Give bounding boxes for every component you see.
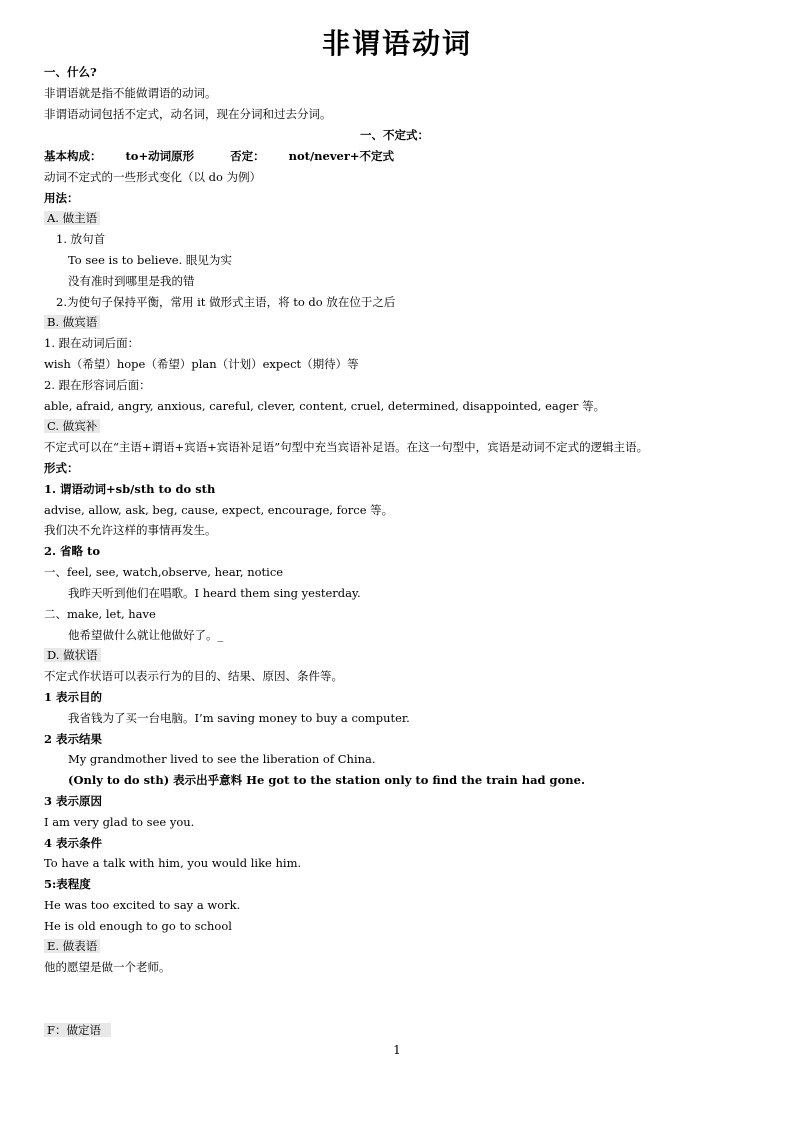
subsection-c-label: C. 做宾补 — [44, 419, 100, 433]
subsection-a-label: A. 做主语 — [44, 211, 100, 225]
example: My grandmother lived to see the liberation of China. — [68, 752, 376, 766]
example: To see is to believe. 眼见为实 — [68, 253, 232, 267]
example: 二、make, let, have — [44, 607, 156, 621]
section-heading-what: 一、什么? — [44, 65, 97, 79]
paragraph: 不定式作状语可以表示行为的目的、结果、原因、条件等。 — [44, 669, 343, 683]
example: wish（希望）hope（希望）plan（计划）expect（期待）等 — [44, 357, 359, 371]
section-heading-infinitive: 一、不定式： — [360, 128, 429, 142]
example: To have a talk with him, you would like him. — [44, 856, 302, 870]
example: 一、feel, see, watch,observe, hear, notice — [44, 565, 284, 579]
negation-value: not/never+不定式 — [288, 149, 395, 163]
list-item: 1. 放句首 — [56, 232, 106, 246]
subsection-f — [44, 1022, 111, 1038]
basic-form-label: 基本构成： — [44, 149, 102, 163]
basic-form-line — [44, 148, 394, 164]
basic-form-value: to+动词原形 — [125, 149, 195, 163]
example: 我们决不允许这样的事情再发生。 — [44, 523, 217, 537]
example: 他的愿望是做一个老师。 — [44, 960, 171, 974]
subsection-d-label: D. 做状语 — [44, 648, 101, 662]
subsection-b — [44, 314, 100, 330]
page-number: 1 — [393, 1043, 401, 1057]
negation-label: 否定： — [230, 149, 265, 163]
example: He is old enough to go to school — [44, 919, 232, 933]
paragraph: 不定式可以在“主语+谓语+宾语+宾语补足语”句型中充当宾语补足语。在这一句型中，宾语是动词不定式的逻辑主语。 — [44, 440, 649, 454]
example: able, afraid, angry, anxious, careful, clever, content, cruel, determined, disappointed, eager 等。 — [44, 399, 606, 413]
list-item: 2. 跟在形容词后面： — [44, 378, 151, 392]
list-item: 1. 跟在动词后面： — [44, 336, 140, 350]
example: 他希望做什么就让他做好了。_ — [68, 628, 224, 642]
example: (Only to do sth) 表示出乎意料 He got to the station only to find the train had gone. — [68, 773, 585, 787]
subsection-e — [44, 938, 100, 954]
subsection-e-label: E. 做表语 — [44, 939, 100, 953]
page-title: 非谓语动词 — [321, 27, 472, 60]
form-heading: 形式： — [44, 461, 79, 475]
paragraph: 非谓语就是指不能做谓语的动词。 — [44, 86, 217, 100]
example: 没有准时到哪里是我的错 — [68, 274, 195, 288]
usage-heading: 用法： — [44, 191, 79, 205]
subsection-c — [44, 418, 100, 434]
example: He was too excited to say a work. — [44, 898, 241, 912]
list-item: 2.为使句子保持平衡，常用 it 做形式主语，将 to do 放在位于之后 — [56, 295, 396, 309]
example: 我省钱为了买一台电脑。I’m saving money to buy a computer. — [68, 711, 410, 725]
example: advise, allow, ask, beg, cause, expect, encourage, force 等。 — [44, 503, 394, 517]
example: I am very glad to see you. — [44, 815, 195, 829]
list-item: 3 表示原因 — [44, 794, 103, 808]
subsection-b-label: B. 做宾语 — [44, 315, 100, 329]
list-item: 1 表示目的 — [44, 690, 103, 704]
list-item: 2 表示结果 — [44, 732, 103, 746]
subsection-a — [44, 210, 100, 226]
list-item: 4 表示条件 — [44, 836, 103, 850]
list-item: 5:表程度 — [44, 877, 91, 891]
subsection-f-label: F：做定语 — [44, 1023, 111, 1037]
list-item: 2. 省略 to — [44, 544, 100, 558]
paragraph: 动词不定式的一些形式变化（以 do 为例） — [44, 170, 262, 184]
list-item: 1. 谓语动词+sb/sth to do sth — [44, 482, 216, 496]
example: 我昨天听到他们在唱歌。I heard them sing yesterday. — [68, 586, 361, 600]
paragraph: 非谓语动词包括不定式，动名词，现在分词和过去分词。 — [44, 107, 332, 121]
subsection-d — [44, 647, 101, 663]
